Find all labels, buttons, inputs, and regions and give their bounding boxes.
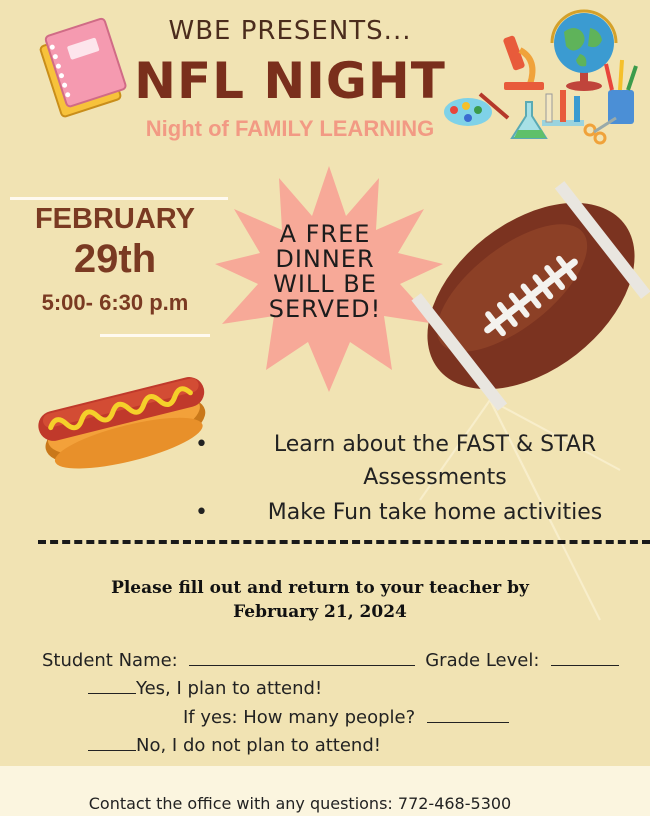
instruction-deadline: February 21, 2024 (233, 602, 407, 622)
return-instruction (60, 576, 580, 624)
no-attend-row (88, 734, 381, 756)
free-dinner-line-1: A FREE (279, 220, 371, 248)
free-dinner-line-2: DINNER (275, 245, 375, 273)
contact-info: Contact the office with any questions: 772-468-5300 (88, 794, 512, 813)
bullet-item: • Make Fun take home activities (195, 496, 635, 529)
student-info-row (42, 649, 619, 671)
student-name-label: Student Name: (42, 650, 178, 671)
free-dinner-line-3: WILL BE (273, 270, 377, 298)
how-many-label: If yes: How many people? (183, 707, 416, 728)
free-dinner-line-4: SERVED! (268, 295, 382, 323)
event-title: NFL NIGHT (134, 52, 446, 110)
event-highlights (195, 428, 635, 531)
hotdog-icon (30, 356, 215, 476)
football-icon (416, 186, 646, 406)
event-day: 29th (73, 237, 157, 281)
how-many-row (183, 706, 509, 728)
cut-line (38, 540, 650, 544)
event-subtitle: Night of FAMILY LEARNING (145, 116, 435, 141)
student-name-blank[interactable] (189, 649, 415, 666)
bullet-item: • Learn about the FAST & STAR Assessments (195, 428, 635, 494)
yes-checkbox-blank[interactable] (88, 677, 136, 694)
no-attend-label: No, I do not plan to attend! (136, 735, 381, 756)
event-month: FEBRUARY (34, 203, 196, 235)
date-rule-top (10, 197, 228, 200)
grade-level-label: Grade Level: (425, 650, 540, 671)
how-many-blank[interactable] (427, 706, 509, 723)
instruction-line-1: Please fill out and return to your teacher by (111, 578, 529, 598)
event-time: 5:00- 6:30 p.m (41, 290, 189, 315)
no-checkbox-blank[interactable] (88, 734, 136, 751)
grade-level-blank[interactable] (551, 649, 619, 666)
date-rule-bottom (100, 334, 210, 337)
yes-attend-row (88, 677, 322, 699)
yes-attend-label: Yes, I plan to attend! (136, 678, 323, 699)
free-dinner-text (245, 222, 405, 322)
presenter-line: WBE PRESENTS... (168, 16, 412, 46)
